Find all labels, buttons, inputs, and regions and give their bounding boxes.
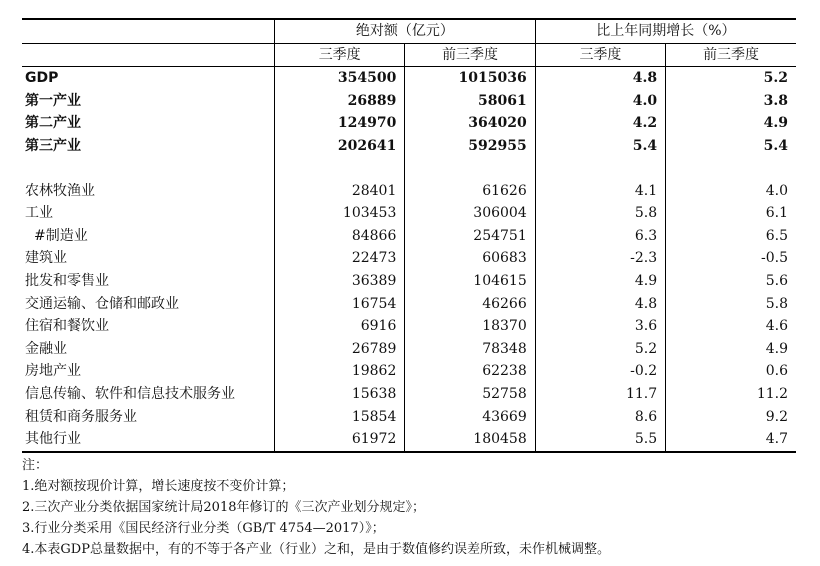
row-label: 批发和零售业 [25, 272, 109, 289]
row-label: GDP [25, 70, 59, 87]
note-item: 2.三次产业分类依据国家统计局2018年修订的《三次产业划分规定》； [22, 499, 425, 515]
cell-q1q3-abs: 58061 [405, 90, 535, 113]
spacer-row [22, 158, 796, 180]
cell-q1q3-growth: 4.9 [666, 338, 796, 361]
cell-q3-abs: 22473 [275, 247, 405, 270]
cell-q1q3-abs: 61626 [405, 180, 535, 203]
cell-q3-growth: 4.9 [535, 270, 665, 293]
table-row [22, 360, 796, 383]
cell-q3-growth: 5.5 [535, 428, 665, 452]
cell-q1q3-abs: 104615 [405, 270, 535, 293]
cell-q1q3-abs: 254751 [405, 225, 535, 248]
row-label: 第一产业 [25, 92, 81, 109]
table-row [22, 338, 796, 361]
cell-q3-growth: 5.8 [535, 202, 665, 225]
header-row-group [22, 19, 796, 43]
cell-q3-abs: 28401 [275, 180, 405, 203]
table-row [22, 112, 796, 135]
cell-q1q3-growth: 5.2 [666, 67, 796, 90]
table-row [22, 270, 796, 293]
cell-q3-growth: 8.6 [535, 406, 665, 429]
row-label: 金融业 [25, 340, 67, 357]
cell-q1q3-growth: 6.5 [666, 225, 796, 248]
cell-q3-growth: 5.4 [535, 135, 665, 158]
cell-q1q3-abs: 306004 [405, 202, 535, 225]
table-row [22, 90, 796, 113]
cell-q3-abs: 15854 [275, 406, 405, 429]
cell-q1q3-abs: 43669 [405, 406, 535, 429]
cell-q3-growth: 11.7 [535, 383, 665, 406]
header-q1q3-growth: 前三季度 [666, 43, 796, 67]
cell-q1q3-growth: 4.9 [666, 112, 796, 135]
table-row [22, 428, 796, 452]
cell-q1q3-growth: 4.7 [666, 428, 796, 452]
cell-q3-abs: 36389 [275, 270, 405, 293]
table-row [22, 383, 796, 406]
table-row [22, 135, 796, 158]
row-label: 住宿和餐饮业 [25, 318, 109, 335]
cell-q3-abs: 16754 [275, 293, 405, 316]
header-row-sub [22, 43, 796, 67]
cell-q1q3-abs: 592955 [405, 135, 535, 158]
table-row [22, 315, 796, 338]
cell-q1q3-abs: 18370 [405, 315, 535, 338]
cell-q3-abs: 124970 [275, 112, 405, 135]
cell-q1q3-growth: 6.1 [666, 202, 796, 225]
table-body [22, 67, 796, 452]
cell-q3-abs: 19862 [275, 360, 405, 383]
cell-q1q3-abs: 180458 [405, 428, 535, 452]
table-notes [22, 455, 796, 560]
cell-q3-growth: 4.2 [535, 112, 665, 135]
cell-q3-abs: 354500 [275, 67, 405, 90]
header-blank [22, 19, 275, 43]
cell-q1q3-growth: 5.6 [666, 270, 796, 293]
table-row [22, 293, 796, 316]
cell-q3-growth: 4.8 [535, 67, 665, 90]
row-label: 房地产业 [25, 363, 81, 380]
cell-q3-growth: 5.2 [535, 338, 665, 361]
cell-q3-growth: -0.2 [535, 360, 665, 383]
cell-q3-growth: -2.3 [535, 247, 665, 270]
cell-q3-abs: 26889 [275, 90, 405, 113]
cell-q1q3-growth: -0.5 [666, 247, 796, 270]
note-item: 3.行业分类采用《国民经济行业分类（GB/T 4754—2017）》； [22, 520, 385, 536]
cell-q3-growth: 6.3 [535, 225, 665, 248]
row-label: 信息传输、软件和信息技术服务业 [25, 385, 235, 402]
cell-q1q3-growth: 4.0 [666, 180, 796, 203]
table-row [22, 225, 796, 248]
cell-q1q3-growth: 11.2 [666, 383, 796, 406]
row-label: 农林牧渔业 [25, 182, 95, 199]
cell-q1q3-growth: 9.2 [666, 406, 796, 429]
cell-q1q3-abs: 62238 [405, 360, 535, 383]
table-row [22, 180, 796, 203]
table-row [22, 247, 796, 270]
cell-q1q3-abs: 364020 [405, 112, 535, 135]
notes-heading: 注： [22, 457, 49, 473]
cell-q1q3-growth: 5.4 [666, 135, 796, 158]
cell-q1q3-abs: 46266 [405, 293, 535, 316]
header-q3-growth: 三季度 [535, 43, 665, 67]
cell-q1q3-growth: 4.6 [666, 315, 796, 338]
cell-q3-growth: 4.8 [535, 293, 665, 316]
header-yoy-growth: 比上年同期增长（%） [535, 19, 796, 43]
row-label: #制造业 [34, 227, 88, 244]
note-item: 4.本表GDP总量数据中，有的不等于各产业（行业）之和，是由于数值修约误差所致，未作机械调整。 [22, 541, 610, 557]
row-label: 交通运输、仓储和邮政业 [25, 295, 179, 312]
cell-q1q3-abs: 60683 [405, 247, 535, 270]
cell-q3-abs: 26789 [275, 338, 405, 361]
cell-q3-growth: 3.6 [535, 315, 665, 338]
cell-q3-abs: 84866 [275, 225, 405, 248]
table-row [22, 67, 796, 90]
row-label: 租赁和商务服务业 [25, 408, 137, 425]
note-item: 1.绝对额按现价计算，增长速度按不变价计算； [22, 478, 295, 494]
cell-q1q3-growth: 5.8 [666, 293, 796, 316]
cell-q1q3-growth: 0.6 [666, 360, 796, 383]
gdp-table-container [22, 18, 796, 560]
row-label: 其他行业 [22, 428, 275, 452]
cell-q3-abs: 15638 [275, 383, 405, 406]
header-q3-abs: 三季度 [275, 43, 405, 67]
row-label: 第三产业 [25, 137, 81, 154]
table-row [22, 406, 796, 429]
cell-q3-growth: 4.0 [535, 90, 665, 113]
table-row [22, 202, 796, 225]
cell-q3-abs: 202641 [275, 135, 405, 158]
cell-q3-abs: 61972 [275, 428, 405, 452]
header-absolute-value: 绝对额（亿元） [275, 19, 536, 43]
cell-q1q3-abs: 1015036 [405, 67, 535, 90]
gdp-table [22, 18, 796, 453]
cell-q3-growth: 4.1 [535, 180, 665, 203]
cell-q3-abs: 6916 [275, 315, 405, 338]
header-q1q3-abs: 前三季度 [405, 43, 535, 67]
row-label: 第二产业 [25, 115, 81, 132]
cell-q1q3-abs: 78348 [405, 338, 535, 361]
row-label: 建筑业 [25, 250, 67, 267]
cell-q3-abs: 103453 [275, 202, 405, 225]
header-blank [22, 43, 275, 67]
cell-q1q3-abs: 52758 [405, 383, 535, 406]
row-label: 工业 [25, 205, 53, 222]
cell-q1q3-growth: 3.8 [666, 90, 796, 113]
